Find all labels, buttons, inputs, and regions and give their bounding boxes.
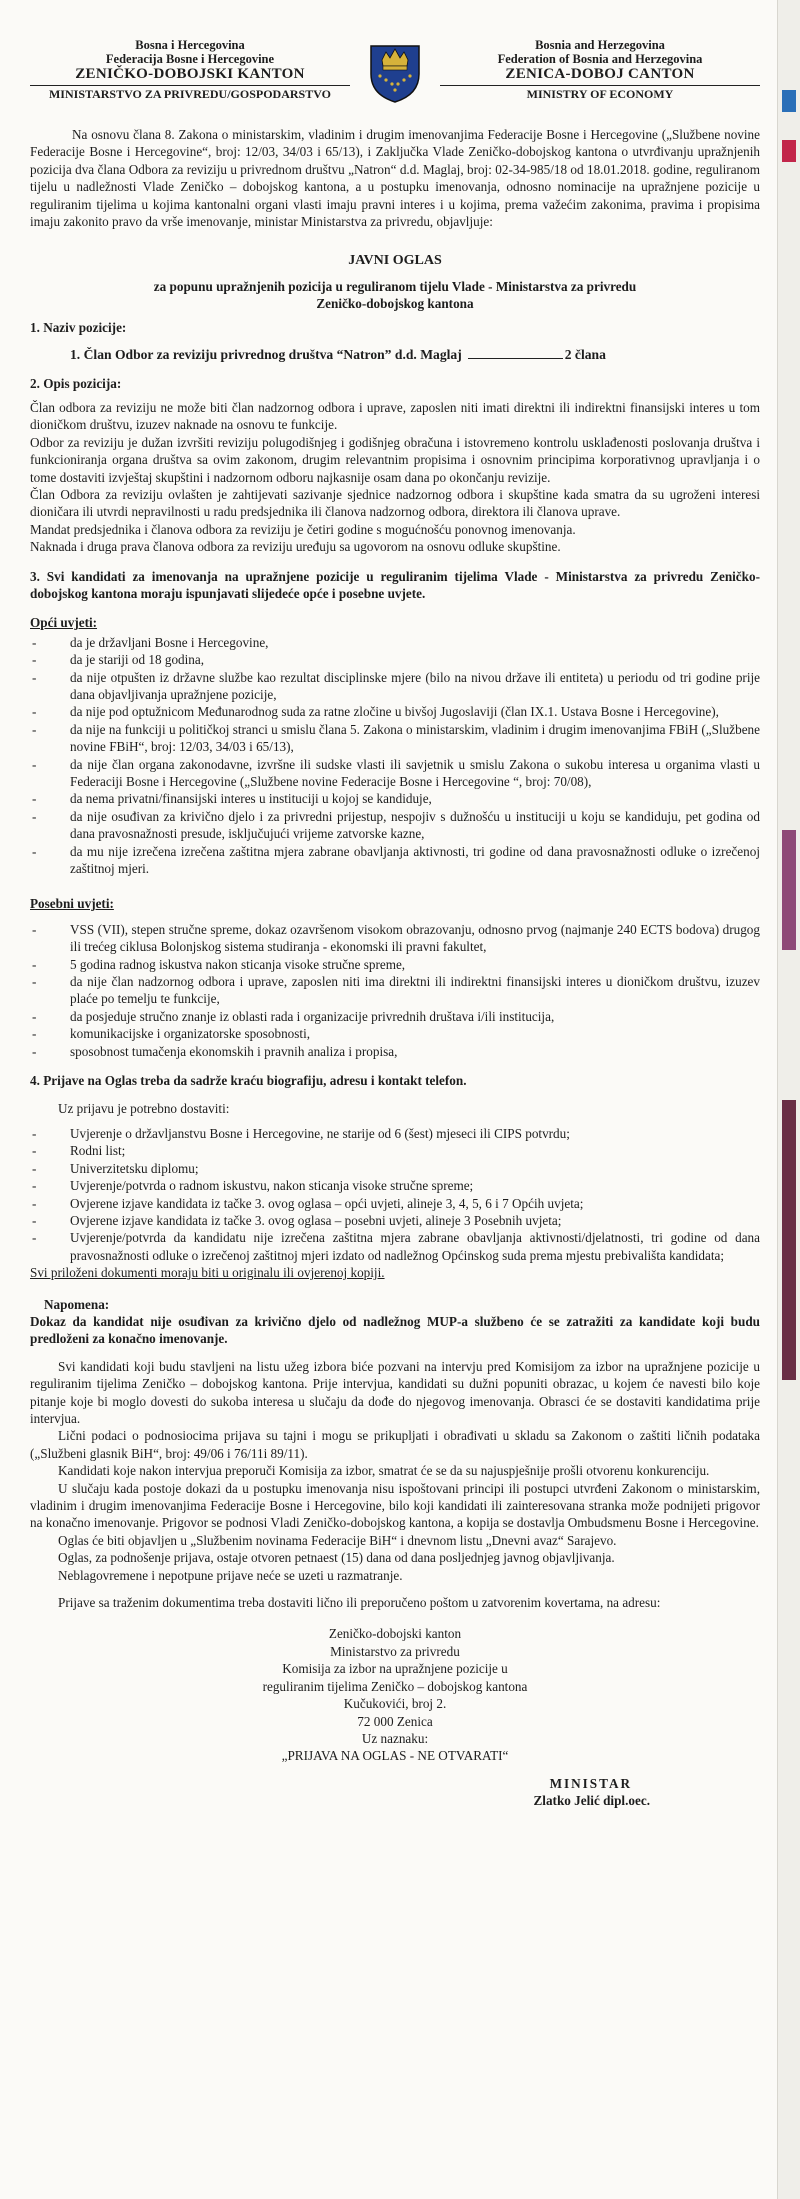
adjacent-page-edge bbox=[777, 0, 800, 2199]
position-description bbox=[30, 399, 760, 556]
position-item bbox=[30, 346, 760, 363]
section-heading: 4. Prijave na Oglas treba da sadrže kraću biografiju, adresu i kontakt telefon. bbox=[30, 1073, 467, 1089]
fill-line bbox=[468, 358, 563, 359]
list-item: - Univerzitetsku diplomu; bbox=[30, 1160, 760, 1177]
address-line: „PRIJAVA NA OGLAS - NE OTVARATI“ bbox=[281, 1748, 509, 1764]
letterhead-right bbox=[440, 38, 760, 101]
ad-subtitle bbox=[30, 278, 760, 313]
canton-name-en: ZENICA-DOBOJ CANTON bbox=[505, 66, 695, 82]
letterhead-left bbox=[30, 38, 350, 101]
edge-color-band bbox=[782, 830, 796, 950]
body-paragraph: Lični podaci o podnosiocima prijava su tajni i mogu se prikupljati i obrađivati u skladu sa Zakonom o zaštiti ličnih podataka („Službeni glasnik BiH“, broj: 49/06 i 76/11i 89/11). bbox=[30, 1428, 760, 1461]
description-paragraph: Odbor za reviziju je dužan izvršiti reviziju polugodišnjeg i godišnjeg obračuna i istovremeno kontrolu usklađenosti poslovanja društva i funkcioniranja organa društva sa ovim zakonom, drugim relevantnim propisima i osnovnim principima korporativnog upravljanja i o tome dostaviti izvještaj skupštini i nadzornom odboru najkasnije osam dana po okončanju revizije. bbox=[30, 434, 760, 485]
edge-color-band bbox=[782, 140, 796, 162]
list-item: - da nije član organa zakonodavne, izvršne ili sudske vlasti ili savjetnik u smislu Zakona o sukobu interesa u organima vlasti u Federaciji Bosne i Hercegovine („Službene novine Federacije Bosne i Hercegovine “, broj: 70/08), bbox=[30, 756, 760, 791]
list-item: - Ovjerene izjave kandidata iz tačke 3. ovog oglasa – posebni uvjeti, alineje 3 Posebnih uvjeta; bbox=[30, 1212, 760, 1229]
federation-name-en: Federation of Bosnia and Herzegovina bbox=[497, 52, 703, 66]
signature-block bbox=[30, 1775, 760, 1810]
ad-subtitle-line: Zeničko-dobojskog kantona bbox=[316, 296, 474, 312]
special-conditions-list bbox=[30, 921, 760, 1060]
ad-subtitle-line: za popunu upražnjenih pozicija u reguliranom tijelu Vlade - Ministarstva za privredu bbox=[153, 278, 637, 294]
body-paragraph: Kandidati koje nakon intervjua preporuči Komisija za izbor, smatrat će se da su najuspješnije prošli otvorenu konkurenciju. bbox=[58, 1463, 710, 1479]
list-item: - da nije osuđivan za krivično djelo i za privredni prijestup, nespojiv s dužnošću u instituciji u koju se kandiduju, pet godina od dana pravosnažnosti presude, isključujući vrijeme zatvorske kazne, bbox=[30, 808, 760, 843]
intro-paragraph: Na osnovu člana 8. Zakona o ministarskim, vladinim i drugim imenovanjima Federacije Bosne i Hercegovine („Službene novine Federacije Bosne i Hercegovine“, broj: 12/03, 34/03 i 65/13), i Zaključka Vlade Zeničko-dobojskog kantona o utvrđivanju upražnjenih pozicija dva člana Odbora za reviziju u privrednom društvu „Natron“ d.d. Maglaj, broj: 02-34-985/18 od 18.01.2018. godine, reguliranom tijelu u nadležnosti Vlade Zeničko – dobojskog kantona, a u postupku imenovanja, odnosno nominacije na upražnjene pozicije u reguliranim tijelima u kojima kantonalni organi vlasti imaju pravni interes i u kojima, prema važećim zakonima, pravima i propisima imaju zakonito pravo da vrše imenovanje, ministar Ministarstva za privredu, objavljuje: bbox=[30, 127, 760, 230]
canton-name: ZENIČKO-DOBOJSKI KANTON bbox=[75, 66, 305, 82]
list-item: - da posjeduje stručno znanje iz oblasti rada i organizacije privrednih društava i/ili institucija, bbox=[30, 1008, 760, 1025]
address-line: Uz naznaku: bbox=[361, 1730, 429, 1746]
list-item: - 5 godina radnog iskustva nakon sticanja visoke stručne spreme, bbox=[30, 956, 760, 973]
edge-color-band bbox=[782, 1100, 796, 1380]
ministry-name: MINISTARSTVO ZA PRIVREDU/GOSPODARSTVO bbox=[30, 85, 350, 101]
body-paragraph: Neblagovremene i nepotpune prijave neće se uzeti u razmatranje. bbox=[58, 1567, 403, 1583]
original-documents-note: Svi priloženi dokumenti moraju biti u originalu ili ovjerenoj kopiji. bbox=[30, 1265, 385, 1281]
list-item: - da mu nije izrečena izrečena zaštitna mjera zabrane obavljanja aktivnosti, tri godine od dana pravosnažnosti odluke o izrečenoj zaštitnoj mjeri. bbox=[30, 843, 760, 878]
address-line: Zeničko-dobojski kanton bbox=[328, 1626, 462, 1642]
canton-coat-of-arms-icon bbox=[368, 40, 422, 104]
body-paragraph: Oglas će biti objavljen u „Službenim novinama Federacije BiH“ i dnevnom listu „Dnevni avaz“ Sarajevo. bbox=[58, 1532, 617, 1548]
list-item: - da je državljani Bosne i Hercegovine, bbox=[30, 634, 760, 651]
address-line: reguliranim tijelima Zeničko – dobojskog kantona bbox=[262, 1678, 528, 1694]
list-item: - da je stariji od 18 godina, bbox=[30, 651, 760, 668]
body-paragraph: U slučaju kada postoje dokazi da u postupku imenovanja nisu ispoštovani principi ili postupci utvrđeni Zakonom o ministarskim, vladinim i drugim imenovanjima Federacije Bosne i Hercegovine, bilo koji kandidati ili zainteresovana stranka može podnijeti prigovor na konačno imenovanje. Prigovor se podnosi Vladi Zeničko-dobojskog kantona, a kopija se dostavlja Ombudsmenu Bosne i Hercegovine. bbox=[30, 1480, 760, 1531]
list-item: - da nije na funkciji u političkoj stranci u smislu člana 5. Zakona o ministarskim, vladinim i drugim imenovanjima FBiH („Službene novine FBiH“, broj: 12/03, 34/03 i 65/13), bbox=[30, 721, 760, 756]
position-name: 1. Član Odbor za reviziju privrednog društva “Natron” d.d. Maglaj bbox=[70, 347, 462, 363]
country-name-en: Bosnia and Herzegovina bbox=[535, 38, 665, 52]
documents-list bbox=[30, 1125, 760, 1264]
list-item: - Rodni list; bbox=[30, 1142, 760, 1159]
section-heading: 1. Naziv pozicije: bbox=[30, 319, 127, 335]
position-count: 2 člana bbox=[564, 347, 606, 363]
list-item: - Uvjerenje o državljanstvu Bosne i Hercegovine, ne starije od 6 (šest) mjeseci ili CIPS potvrdu; bbox=[30, 1125, 760, 1142]
body-paragraph: Svi kandidati koji budu stavljeni na listu užeg izbora biće pozvani na intervju pred Komisijom za izbor na upražnjene pozicije u reguliranim tijelima Zeničko – dobojskog kantona. Prije intervjua, kandidati su dužni popuniti obrazac, u kojem će navesti bilo koje pitanje koje bi moglo dovesti do sukoba interesa u slučaju da dođe do njegovog imenovanja. Obrasci će se dostaviti kandidatima prije intervjua. bbox=[30, 1358, 760, 1426]
list-item: - sposobnost tumačenja ekonomskih i pravnih analiza i propisa, bbox=[30, 1043, 760, 1060]
description-paragraph: Naknada i druga prava članova odbora za reviziju uređuju sa ugovorom na osnovu odluke skupštine. bbox=[30, 539, 561, 555]
list-item: - da nije otpušten iz državne službe kao rezultat disciplinske mjere (bilo na nivou države ili entiteta) u periodu od tri godine prije dana objavljivanja upražnjene pozicije, bbox=[30, 669, 760, 704]
documents-intro: Uz prijavu je potrebno dostaviti: bbox=[58, 1100, 230, 1116]
list-item: - VSS (VII), stepen stručne spreme, dokaz ozavršenom visokom obrazovanju, odnosno prvog (najmanje 240 ECTS bodova) drugog ili trećeg ciklusa Bolonjskog sistema studiranja - ekonomski ili pravni fakultet, bbox=[30, 921, 760, 956]
section-heading: 2. Opis pozicija: bbox=[30, 376, 122, 392]
note-text: Dokaz da kandidat nije osuđivan za krivično djelo od nadležnog MUP-a službeno će se zatražiti za kandidate koji budu predloženi za konačno imenovanje. bbox=[30, 1313, 760, 1347]
list-item: - da nema privatni/finansijski interes u instituciji u kojoj se kandiduje, bbox=[30, 790, 760, 807]
address-line: 72 000 Zenica bbox=[357, 1713, 433, 1729]
special-conditions-label: Posebni uvjeti: bbox=[30, 896, 114, 912]
signatory-title: MINISTAR bbox=[549, 1775, 632, 1791]
country-name: Bosna i Hercegovina bbox=[135, 38, 245, 52]
address-line: Komisija za izbor na upražnjene pozicije u bbox=[282, 1661, 508, 1677]
ministry-name-en: MINISTRY OF ECONOMY bbox=[440, 85, 760, 101]
note-label: Napomena: bbox=[44, 1296, 110, 1312]
list-item: - Ovjerene izjave kandidata iz tačke 3. ovog oglasa – opći uvjeti, alineje 3, 4, 5, 6 i 7 Općih uvjeta; bbox=[30, 1195, 760, 1212]
mailing-address bbox=[30, 1625, 760, 1764]
federation-name: Federacija Bosne i Hercegovine bbox=[105, 52, 275, 66]
ad-title: JAVNI OGLAS bbox=[348, 253, 442, 269]
list-item: - da nije pod optužnicom Međunarodnog suda za ratne zločine u bivšoj Jugoslaviji (član IX.1. Ustava Bosne i Hercegovine), bbox=[30, 703, 760, 720]
body-paragraph: Prijave sa traženim dokumentima treba dostaviti lično ili preporučeno poštom u zatvorenim kovertama, na adresu: bbox=[58, 1595, 661, 1611]
body-paragraph: Oglas, za podnošenje prijava, ostaje otvoren petnaest (15) dana od dana posljednjeg javnog objavljivanja. bbox=[58, 1550, 615, 1566]
list-item: - Uvjerenje/potvrda o radnom iskustvu, nakon sticanja visoke stručne spreme; bbox=[30, 1177, 760, 1194]
description-paragraph: Član Odbora za reviziju ovlašten je zahtijevati sazivanje sjednice nadzornog odbora i skupštine kada smatra da su ugroženi interesi dioničara ili utvrdi nepravilnosti u radu predsjednika ili članova nadzornog odbora, direktora ili članova uprave. bbox=[30, 486, 760, 520]
address-line: Ministarstvo za privredu bbox=[330, 1643, 460, 1659]
description-paragraph: Član odbora za reviziju ne može biti član nadzornog odbora i uprave, zaposlen niti imati direktni ili indirektni finansijski interes u tom dioničkom društvu, izuzev naknade na osnovu te funkcije. bbox=[30, 399, 760, 433]
general-conditions-list bbox=[30, 634, 760, 878]
section-heading: 3. Svi kandidati za imenovanja na upražnjene pozicije u reguliranim tijelima Vlade - Ministarstva za privredu Zeničko-dobojskog kantona moraju ispunjavati slijedeće opće i posebne uvjete. bbox=[30, 568, 760, 601]
list-item: - komunikacijske i organizatorske sposobnosti, bbox=[30, 1025, 760, 1042]
list-item: - Uvjerenje/potvrda da kandidatu nije izrečena zaštitna mjera zabrane obavljanja aktivnosti/djelatnosti, tri godine od dana pravosnažnosti odluke o izrečenoj zaštitnoj mjeri izdato od nadležnog Općinskog suda prema mjestu prebivališta kandidata; bbox=[30, 1229, 760, 1264]
letterhead bbox=[30, 38, 760, 104]
description-paragraph: Mandat predsjednika i članova odbora za reviziju je četiri godine s mogućnošću ponovnog imenovanja. bbox=[30, 521, 576, 537]
address-line: Kučukovići, broj 2. bbox=[343, 1696, 447, 1712]
signatory-name: Zlatko Jelić dipl.oec. bbox=[533, 1793, 650, 1809]
general-conditions-label: Opći uvjeti: bbox=[30, 615, 98, 631]
list-item: - da nije član nadzornog odbora i uprave, zaposlen niti ima direktni ili indirektni finansijski interes u dioničkom društvu, izuzev plaće po temelju te funkcije, bbox=[30, 973, 760, 1008]
edge-color-band bbox=[782, 90, 796, 112]
